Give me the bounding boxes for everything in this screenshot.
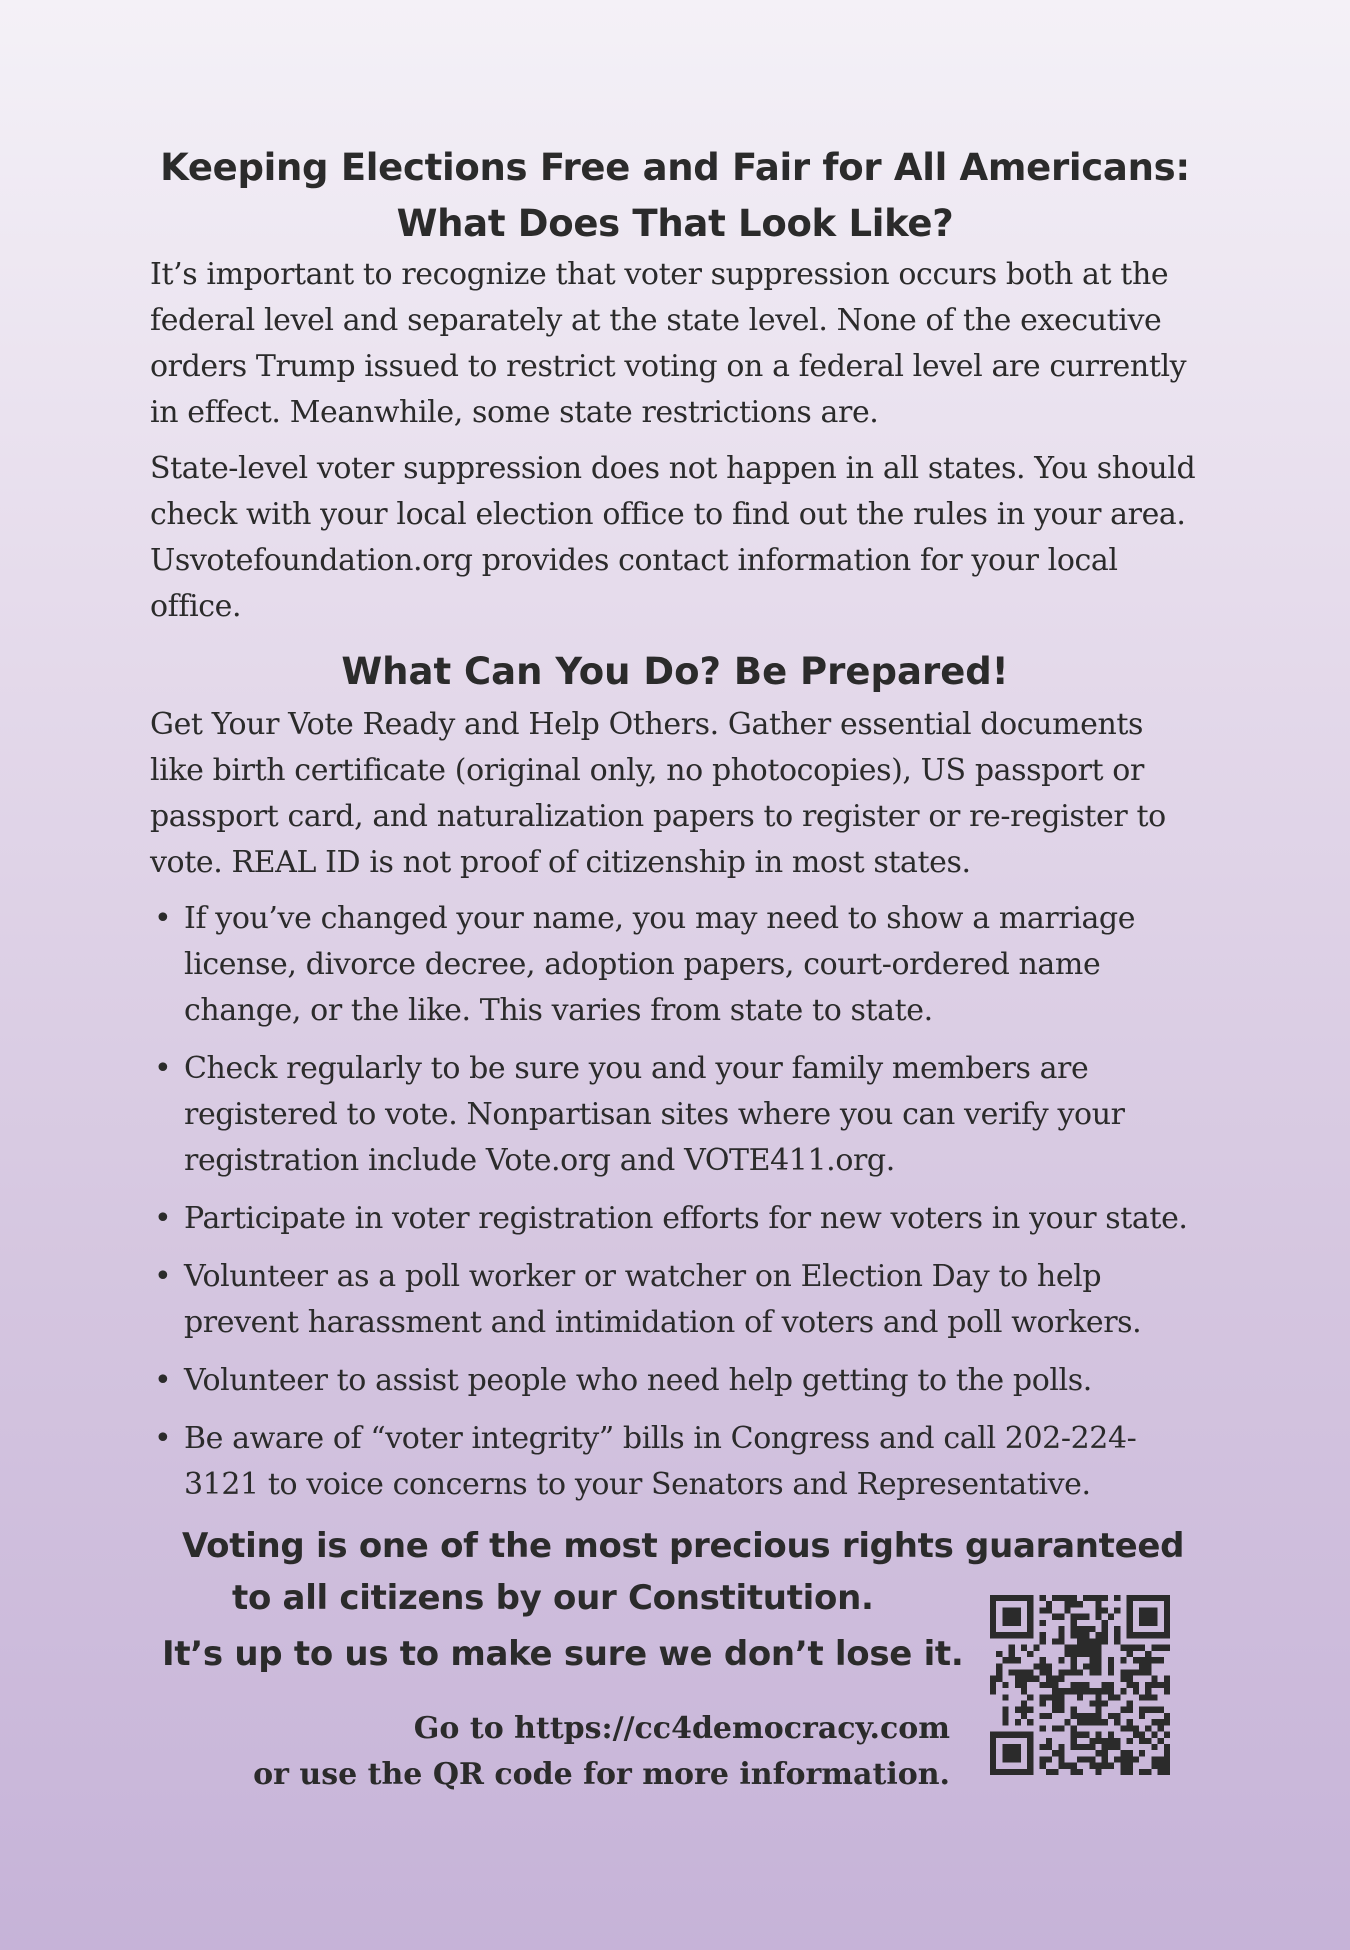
list-item	[150, 1046, 1200, 1184]
bullet-icon: •	[154, 1259, 172, 1294]
bullet-icon: •	[154, 1201, 172, 1236]
list-item-text: Volunteer as a poll worker or watcher on Election Day to help prevent harassment and intimidation of voters and poll workers.	[184, 1259, 1142, 1340]
intro-paragraph-2: State-level voter suppression does not happen in all states. You should check with your local election office to find out the rules in your area. Usvotefoundation.org provides contact information for your local office.	[150, 451, 1196, 624]
list-item-text: Be aware of “voter integrity” bills in Congress and call 202-224-3121 to voice concerns to your Senators and Representative.	[184, 1421, 1137, 1502]
list-item-text: If you’ve changed your name, you may need to show a marriage license, divorce decree, adoption papers, court-ordered name change, or the like. This varies from state to state.	[184, 901, 1136, 1028]
footer-call-to-action	[150, 1706, 950, 1798]
list-item	[150, 1196, 1200, 1242]
section-paragraph: Get Your Vote Ready and Help Others. Gather essential documents like birth certificate (original only, no photocopies), US passport or passport card, and naturalization papers to register or re-register to vote. REAL ID is not proof of citizenship in most states.	[150, 707, 1166, 880]
website-link[interactable]: Go to https://cc4democracy.com	[413, 1711, 950, 1746]
qr-instructions: or use the QR code for more information.	[253, 1757, 950, 1792]
list-item-text: Participate in voter registration efforts for new voters in your state.	[184, 1201, 1188, 1236]
section-heading: What Can You Do? Be Prepared!	[341, 650, 1009, 693]
closing-line-3: It’s up to us to make sure we don’t lose it.	[162, 1634, 964, 1674]
list-item	[150, 1416, 1200, 1508]
bullet-icon: •	[154, 1421, 172, 1456]
main-heading	[150, 140, 1200, 252]
closing-line-2: to all citizens by our Constitution.	[232, 1578, 874, 1618]
bullet-icon: •	[154, 1363, 172, 1398]
list-item	[150, 1358, 1200, 1404]
flyer-content	[150, 140, 1200, 1680]
intro-paragraph-1: It’s important to recognize that voter suppression occurs both at the federal level and separately at the state level. None of the executive orders Trump issued to restrict voting on a federal level are currently in effect. Meanwhile, some state restrictions are.	[150, 257, 1187, 430]
main-heading-line-1: Keeping Elections Free and Fair for All Americans:	[160, 146, 1190, 189]
list-item-text: Check regularly to be sure you and your family members are registered to vote. Nonpartisan sites where you can verify your registration include Vote.org and VOTE411.org.	[184, 1051, 1125, 1178]
bullet-icon: •	[154, 901, 172, 936]
qr-code-icon[interactable]	[990, 1595, 1170, 1775]
main-heading-line-2: What Does That Look Like?	[396, 202, 954, 245]
list-item	[150, 1254, 1200, 1346]
bullet-icon: •	[154, 1051, 172, 1086]
action-list	[150, 896, 1200, 1508]
list-item	[150, 896, 1200, 1034]
closing-line-1: Voting is one of the most precious rights guaranteed	[182, 1526, 1185, 1566]
list-item-text: Volunteer to assist people who need help getting to the polls.	[184, 1363, 1092, 1398]
